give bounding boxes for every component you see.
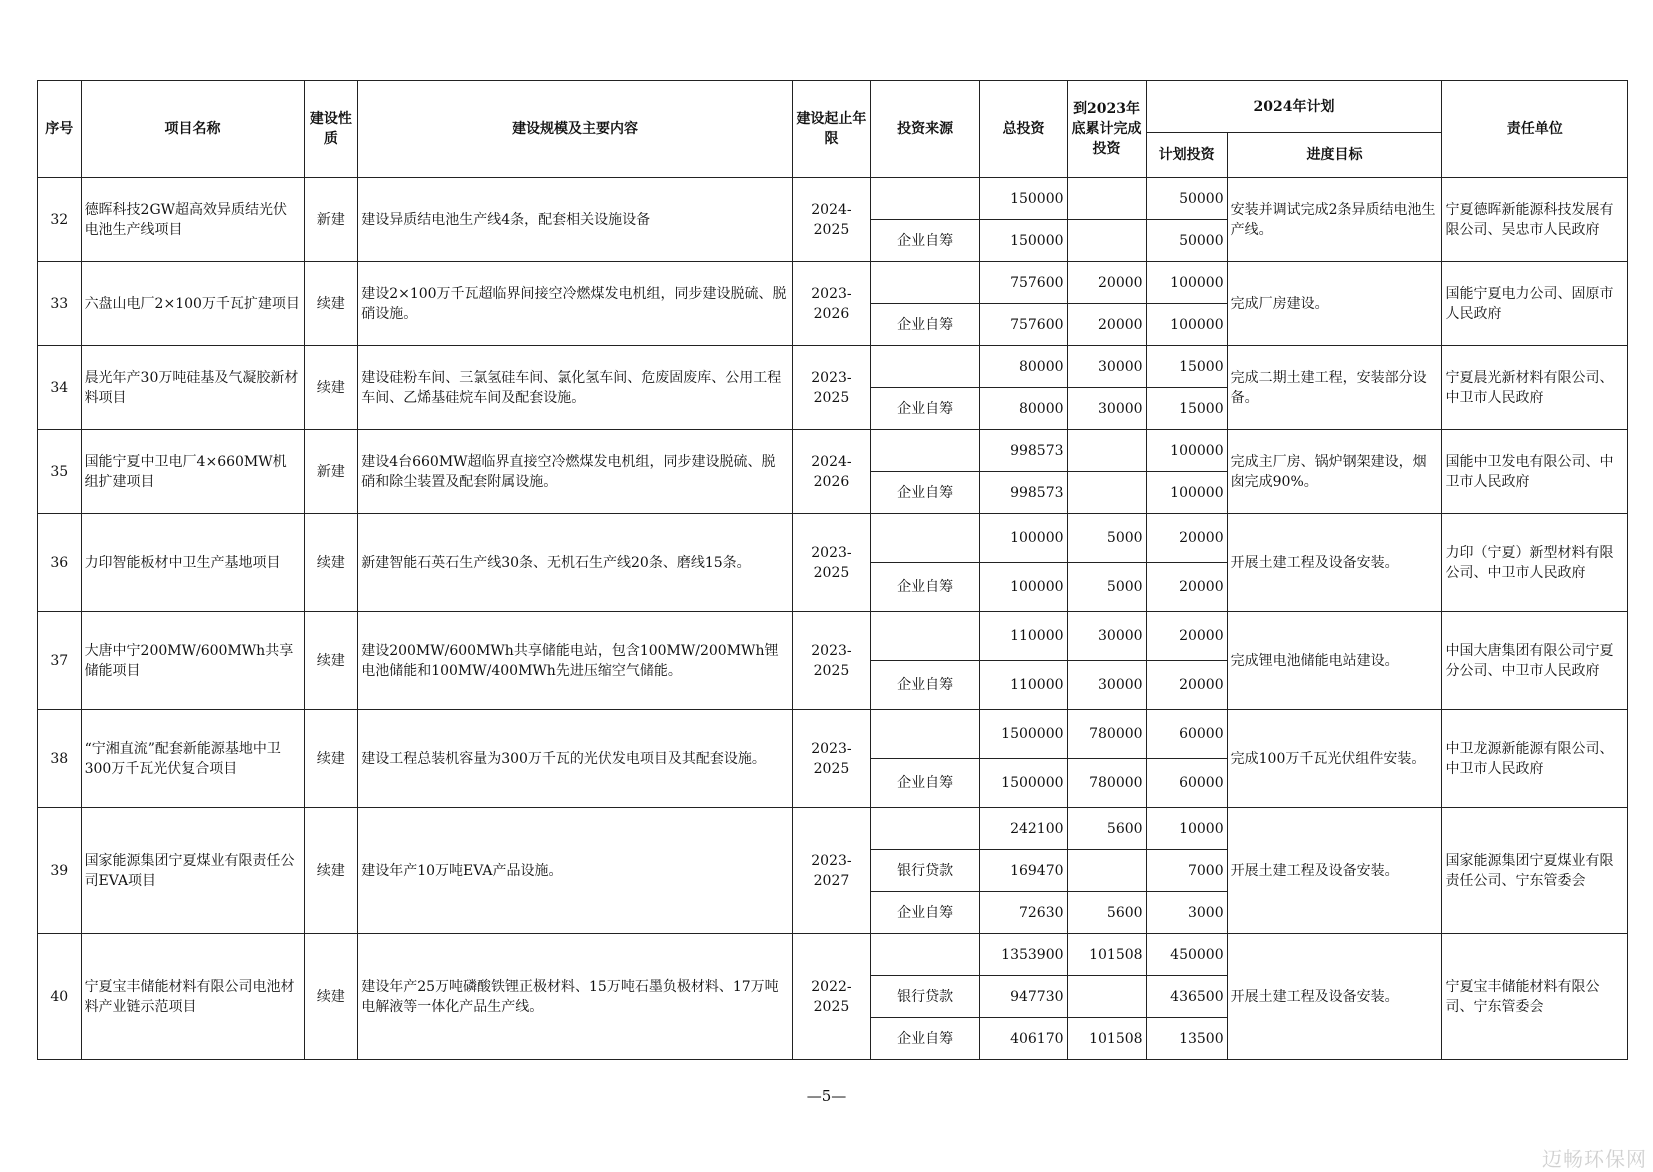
cell-cumulative: 780000 — [1067, 759, 1146, 808]
cell-content: 建设异质结电池生产线4条，配套相关设施设备 — [358, 178, 793, 262]
cell-cumulative: 20000 — [1067, 304, 1146, 346]
cell-nature: 续建 — [304, 934, 358, 1060]
cell-seq: 34 — [38, 346, 82, 430]
cell-total: 1353900 — [980, 934, 1067, 976]
cell-period: 2024-2026 — [792, 430, 870, 514]
cell-plan-invest: 15000 — [1146, 388, 1227, 430]
cell-nature: 续建 — [304, 346, 358, 430]
cell-seq: 36 — [38, 514, 82, 612]
cell-unit: 中国大唐集团有限公司宁夏分公司、中卫市人民政府 — [1442, 612, 1628, 710]
cell-plan-invest: 10000 — [1146, 808, 1227, 850]
cell-total: 110000 — [980, 661, 1067, 710]
cell-source — [870, 808, 979, 850]
cell-cumulative: 20000 — [1067, 262, 1146, 304]
cell-seq: 37 — [38, 612, 82, 710]
header-content: 建设规模及主要内容 — [358, 81, 793, 178]
cell-project-name: 宁夏宝丰储能材料有限公司电池材料产业链示范项目 — [81, 934, 304, 1060]
cell-total: 150000 — [980, 178, 1067, 220]
cell-source — [870, 346, 979, 388]
cell-progress: 安装并调试完成2条异质结电池生产线。 — [1227, 178, 1442, 262]
cell-total: 110000 — [980, 612, 1067, 661]
watermark: 迈畅环保网 — [1542, 1147, 1647, 1171]
cell-unit: 中卫龙源新能源有限公司、中卫市人民政府 — [1442, 710, 1628, 808]
header-total: 总投资 — [980, 81, 1067, 178]
cell-cumulative — [1067, 472, 1146, 514]
cell-source — [870, 262, 979, 304]
header-progress: 进度目标 — [1227, 133, 1442, 178]
cell-content: 新建智能石英石生产线30条、无机石生产线20条、磨线15条。 — [358, 514, 793, 612]
cell-nature: 续建 — [304, 262, 358, 346]
cell-total: 72630 — [980, 892, 1067, 934]
cell-unit: 力印（宁夏）新型材料有限公司、中卫市人民政府 — [1442, 514, 1628, 612]
cell-progress: 完成100万千瓦光伏组件安装。 — [1227, 710, 1442, 808]
cell-plan-invest: 100000 — [1146, 472, 1227, 514]
cell-content: 建设200MW/600MWh共享储能电站，包含100MW/200MWh锂电池储能和100MW/400MWh先进压缩空气储能。 — [358, 612, 793, 710]
cell-nature: 新建 — [304, 430, 358, 514]
cell-source — [870, 178, 979, 220]
table-row — [38, 612, 1628, 661]
cell-cumulative: 5600 — [1067, 808, 1146, 850]
cell-total: 757600 — [980, 262, 1067, 304]
header-cumulative: 到2023年底累计完成投资 — [1067, 81, 1146, 178]
cell-cumulative — [1067, 430, 1146, 472]
cell-cumulative: 5000 — [1067, 563, 1146, 612]
cell-cumulative — [1067, 220, 1146, 262]
table-row — [38, 430, 1628, 472]
cell-total: 80000 — [980, 388, 1067, 430]
cell-unit: 宁夏德晖新能源科技发展有限公司、吴忠市人民政府 — [1442, 178, 1628, 262]
cell-content: 建设年产25万吨磷酸铁锂正极材料、15万吨石墨负极材料、17万吨电解液等一体化产品生产线。 — [358, 934, 793, 1060]
cell-source: 银行贷款 — [870, 976, 979, 1018]
cell-cumulative: 30000 — [1067, 346, 1146, 388]
cell-seq: 40 — [38, 934, 82, 1060]
cell-total: 757600 — [980, 304, 1067, 346]
cell-unit: 国能中卫发电有限公司、中卫市人民政府 — [1442, 430, 1628, 514]
cell-unit: 国能宁夏电力公司、固原市人民政府 — [1442, 262, 1628, 346]
cell-total: 80000 — [980, 346, 1067, 388]
cell-cumulative: 30000 — [1067, 661, 1146, 710]
cell-plan-invest: 20000 — [1146, 612, 1227, 661]
cell-progress: 完成二期土建工程，安装部分设备。 — [1227, 346, 1442, 430]
cell-source — [870, 514, 979, 563]
cell-seq: 38 — [38, 710, 82, 808]
cell-total: 242100 — [980, 808, 1067, 850]
cell-plan-invest: 20000 — [1146, 514, 1227, 563]
cell-project-name: “宁湘直流”配套新能源基地中卫300万千瓦光伏复合项目 — [81, 710, 304, 808]
cell-period: 2023-2025 — [792, 710, 870, 808]
cell-cumulative: 780000 — [1067, 710, 1146, 759]
cell-source — [870, 612, 979, 661]
cell-total: 947730 — [980, 976, 1067, 1018]
cell-nature: 续建 — [304, 710, 358, 808]
header-name: 项目名称 — [81, 81, 304, 178]
project-table — [37, 80, 1628, 1060]
cell-source — [870, 430, 979, 472]
cell-project-name: 力印智能板材中卫生产基地项目 — [81, 514, 304, 612]
cell-nature: 续建 — [304, 514, 358, 612]
page-number: —5— — [806, 1087, 847, 1105]
cell-total: 1500000 — [980, 710, 1067, 759]
cell-nature: 新建 — [304, 178, 358, 262]
header-period: 建设起止年限 — [792, 81, 870, 178]
header-source: 投资来源 — [870, 81, 979, 178]
cell-project-name: 六盘山电厂2×100万千瓦扩建项目 — [81, 262, 304, 346]
table-row — [38, 346, 1628, 388]
cell-plan-invest: 450000 — [1146, 934, 1227, 976]
cell-cumulative — [1067, 976, 1146, 1018]
cell-cumulative: 30000 — [1067, 612, 1146, 661]
cell-period: 2023-2025 — [792, 514, 870, 612]
cell-content: 建设年产10万吨EVA产品设施。 — [358, 808, 793, 934]
table-row — [38, 934, 1628, 976]
cell-cumulative: 101508 — [1067, 1018, 1146, 1060]
cell-plan-invest: 100000 — [1146, 304, 1227, 346]
cell-total: 406170 — [980, 1018, 1067, 1060]
cell-period: 2023-2026 — [792, 262, 870, 346]
cell-period: 2023-2025 — [792, 612, 870, 710]
cell-total: 150000 — [980, 220, 1067, 262]
cell-plan-invest: 15000 — [1146, 346, 1227, 388]
cell-plan-invest: 50000 — [1146, 178, 1227, 220]
cell-nature: 续建 — [304, 612, 358, 710]
cell-total: 169470 — [980, 850, 1067, 892]
cell-period: 2022-2025 — [792, 934, 870, 1060]
cell-cumulative — [1067, 850, 1146, 892]
cell-plan-invest: 7000 — [1146, 850, 1227, 892]
cell-plan-invest: 3000 — [1146, 892, 1227, 934]
cell-progress: 完成厂房建设。 — [1227, 262, 1442, 346]
cell-total: 998573 — [980, 430, 1067, 472]
cell-unit: 国家能源集团宁夏煤业有限责任公司、宁东管委会 — [1442, 808, 1628, 934]
cell-source: 企业自筹 — [870, 388, 979, 430]
cell-plan-invest: 436500 — [1146, 976, 1227, 1018]
cell-period: 2024-2025 — [792, 178, 870, 262]
cell-plan-invest: 20000 — [1146, 661, 1227, 710]
cell-cumulative: 5000 — [1067, 514, 1146, 563]
cell-source: 银行贷款 — [870, 850, 979, 892]
cell-progress: 开展土建工程及设备安装。 — [1227, 934, 1442, 1060]
cell-source — [870, 710, 979, 759]
cell-source — [870, 934, 979, 976]
cell-source: 企业自筹 — [870, 304, 979, 346]
table-row — [38, 514, 1628, 563]
cell-period: 2023-2025 — [792, 346, 870, 430]
cell-content: 建设2×100万千瓦超临界间接空冷燃煤发电机组，同步建设脱硫、脱硝设施。 — [358, 262, 793, 346]
cell-source: 企业自筹 — [870, 892, 979, 934]
table-row — [38, 710, 1628, 759]
cell-seq: 33 — [38, 262, 82, 346]
cell-progress: 开展土建工程及设备安装。 — [1227, 808, 1442, 934]
cell-plan-invest: 60000 — [1146, 710, 1227, 759]
cell-source: 企业自筹 — [870, 1018, 979, 1060]
cell-content: 建设工程总装机容量为300万千瓦的光伏发电项目及其配套设施。 — [358, 710, 793, 808]
cell-project-name: 国能宁夏中卫电厂4×660MW机组扩建项目 — [81, 430, 304, 514]
cell-cumulative: 101508 — [1067, 934, 1146, 976]
header-nature: 建设性质 — [304, 81, 358, 178]
table-row — [38, 262, 1628, 304]
project-rows — [38, 178, 1628, 1060]
cell-plan-invest: 60000 — [1146, 759, 1227, 808]
cell-total: 100000 — [980, 514, 1067, 563]
cell-total: 998573 — [980, 472, 1067, 514]
cell-project-name: 大唐中宁200MW/600MWh共享储能项目 — [81, 612, 304, 710]
cell-cumulative: 5600 — [1067, 892, 1146, 934]
cell-seq: 35 — [38, 430, 82, 514]
cell-plan-invest: 20000 — [1146, 563, 1227, 612]
cell-project-name: 晨光年产30万吨硅基及气凝胶新材料项目 — [81, 346, 304, 430]
cell-source: 企业自筹 — [870, 472, 979, 514]
cell-seq: 32 — [38, 178, 82, 262]
cell-source: 企业自筹 — [870, 661, 979, 710]
cell-source: 企业自筹 — [870, 563, 979, 612]
cell-source: 企业自筹 — [870, 759, 979, 808]
header-plan2024: 2024年计划 — [1146, 81, 1442, 133]
cell-nature: 续建 — [304, 808, 358, 934]
cell-progress: 完成锂电池储能电站建设。 — [1227, 612, 1442, 710]
cell-total: 100000 — [980, 563, 1067, 612]
cell-total: 1500000 — [980, 759, 1067, 808]
cell-plan-invest: 100000 — [1146, 262, 1227, 304]
header-plan-invest: 计划投资 — [1146, 133, 1227, 178]
cell-source: 企业自筹 — [870, 220, 979, 262]
cell-cumulative — [1067, 178, 1146, 220]
cell-content: 建设4台660MW超临界直接空冷燃煤发电机组，同步建设脱硫、脱硝和除尘装置及配套附属设施。 — [358, 430, 793, 514]
cell-period: 2023-2027 — [792, 808, 870, 934]
table-row — [38, 808, 1628, 850]
cell-content: 建设硅粉车间、三氯氢硅车间、氯化氢车间、危废固废库、公用工程车间、乙烯基硅烷车间及配套设施。 — [358, 346, 793, 430]
cell-plan-invest: 100000 — [1146, 430, 1227, 472]
header-seq: 序号 — [38, 81, 82, 178]
cell-cumulative: 30000 — [1067, 388, 1146, 430]
cell-seq: 39 — [38, 808, 82, 934]
cell-unit: 宁夏晨光新材料有限公司、中卫市人民政府 — [1442, 346, 1628, 430]
table-row — [38, 178, 1628, 220]
cell-project-name: 国家能源集团宁夏煤业有限责任公司EVA项目 — [81, 808, 304, 934]
cell-plan-invest: 50000 — [1146, 220, 1227, 262]
cell-progress: 完成主厂房、锅炉钢架建设，烟囱完成90%。 — [1227, 430, 1442, 514]
cell-progress: 开展土建工程及设备安装。 — [1227, 514, 1442, 612]
cell-unit: 宁夏宝丰储能材料有限公司、宁东管委会 — [1442, 934, 1628, 1060]
cell-plan-invest: 13500 — [1146, 1018, 1227, 1060]
cell-project-name: 德晖科技2GW超高效异质结光伏电池生产线项目 — [81, 178, 304, 262]
header-unit: 责任单位 — [1442, 81, 1628, 178]
